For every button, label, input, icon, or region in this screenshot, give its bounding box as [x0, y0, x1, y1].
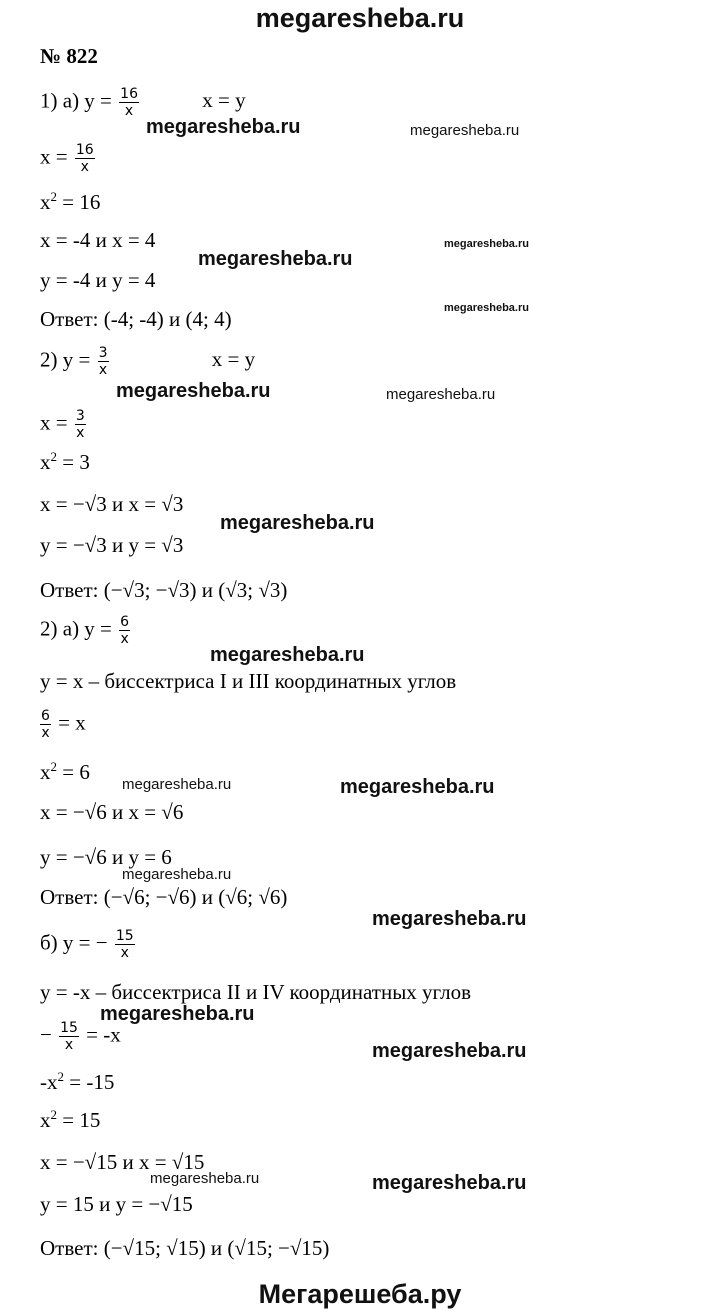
- site-footer[interactable]: Мегарешеба.ру: [258, 1279, 462, 1309]
- solution-line: б) у = − $\frac{15}{x}$: [40, 928, 134, 961]
- solution-line: у = -x – биссектриса II и IV координатных углов: [40, 980, 471, 1004]
- fraction: $\frac{16}{x}$: [120, 86, 138, 119]
- watermark: megaresheba.ru: [116, 380, 271, 402]
- watermark: megaresheba.ru: [340, 776, 495, 798]
- solution-line: x = $\frac{3}{x}$: [40, 408, 85, 441]
- fraction: $\frac{15}{x}$: [115, 928, 134, 961]
- fraction: $\frac{6}{x}$: [41, 708, 50, 741]
- solution-line: 1) а) у = $\frac{16}{x}$ x = y: [40, 86, 246, 119]
- solution-line: у = x – биссектриса I и III координатных углов: [40, 669, 457, 693]
- watermark: megaresheba.ru: [372, 1172, 527, 1194]
- watermark: megaresheba.ru: [122, 866, 232, 883]
- fraction: $\frac{16}{x}$: [75, 142, 94, 175]
- watermark: megaresheba.ru: [444, 302, 529, 314]
- watermark: megaresheba.ru: [198, 248, 353, 270]
- watermark: megaresheba.ru: [386, 386, 496, 403]
- solution-line: $x^2 = 15$: [40, 1107, 101, 1132]
- solution-line: у = -4 и у = 4: [40, 268, 156, 292]
- solution-line: x = $\frac{16}{x}$: [40, 142, 94, 175]
- answer-line: Ответ: (−√6; −√6) и (√6; √6): [40, 885, 288, 909]
- solution-line: $-x^2 = -15$: [40, 1069, 115, 1094]
- fraction: $\frac{6}{x}$: [120, 614, 130, 647]
- solution-line: 2) у = $\frac{3}{x}$ x = y: [40, 345, 256, 378]
- solution-line: 2) а) у = $\frac{6}{x}$: [40, 614, 130, 647]
- watermark: megaresheba.ru: [100, 1003, 255, 1025]
- solution-line: x = −√6 и x = √6: [40, 800, 184, 824]
- answer-line: Ответ: (−√3; −√3) и (√3; √3): [40, 578, 288, 602]
- site-header[interactable]: megaresheba.ru: [255, 3, 465, 33]
- solution-line: $x^2 = 16$: [40, 189, 101, 214]
- solution-line: у = −√6 и у = 6: [40, 845, 172, 869]
- watermark: megaresheba.ru: [210, 644, 365, 666]
- solution-line: x = −√15 и x = √15: [40, 1150, 205, 1174]
- solution-line: у = −√3 и у = √3: [40, 533, 184, 557]
- watermark: megaresheba.ru: [146, 116, 301, 138]
- problem-number: № 822: [40, 44, 98, 68]
- fraction: $\frac{3}{x}$: [98, 345, 108, 378]
- watermark: megaresheba.ru: [122, 776, 232, 793]
- answer-line: Ответ: (−√15; √15) и (√15; −√15): [40, 1236, 330, 1260]
- answer-line: Ответ: (-4; -4) и (4; 4): [40, 307, 232, 331]
- watermark: megaresheba.ru: [372, 1040, 527, 1062]
- watermark: megaresheba.ru: [220, 512, 375, 534]
- watermark: megaresheba.ru: [444, 238, 529, 250]
- solution-line: у = 15 и у = −√15: [40, 1192, 193, 1216]
- fraction: $\frac{3}{x}$: [75, 408, 85, 441]
- solution-line: − $\frac{15}{x}$ = -x: [40, 1020, 121, 1053]
- solution-line: $\frac{6}{x}$ = x: [41, 708, 86, 741]
- solution-line: $x^2 = 3$: [40, 449, 90, 474]
- solution-line: x = -4 и x = 4: [40, 228, 156, 252]
- watermark: megaresheba.ru: [372, 908, 527, 930]
- solution-line: $x^2 = 6$: [40, 759, 90, 784]
- fraction: $\frac{15}{x}$: [60, 1020, 78, 1053]
- solution-line: x = −√3 и x = √3: [40, 492, 184, 516]
- watermark: megaresheba.ru: [410, 122, 520, 139]
- watermark: megaresheba.ru: [150, 1170, 260, 1187]
